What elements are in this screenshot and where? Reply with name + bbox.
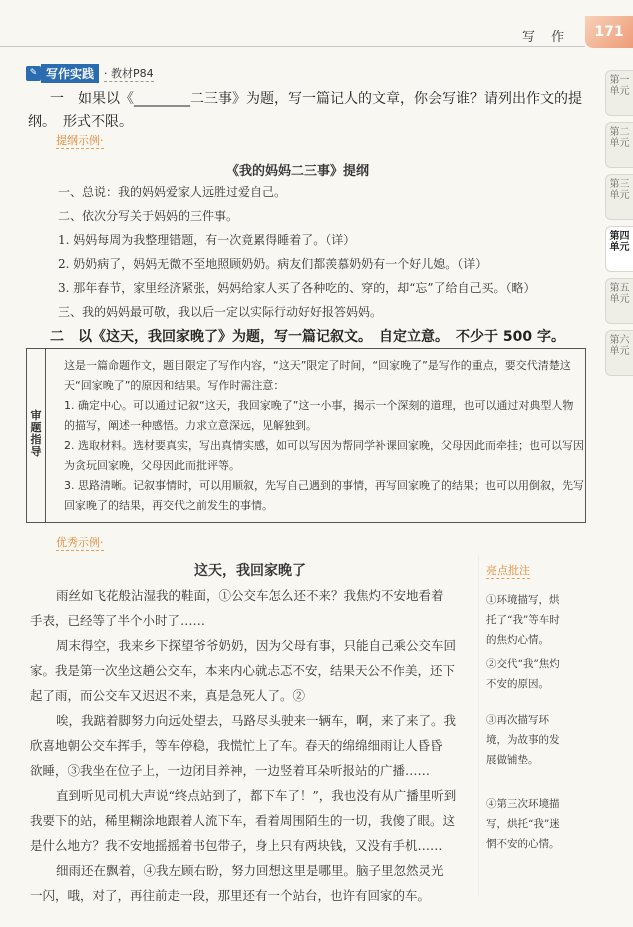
outline-line: 三、我的妈妈最可敬，我以后一定以实际行动好好报答妈妈。 [58, 305, 383, 319]
essay-line: 细雨还在飘着，④我左顾右盼，努力回想这里是哪里。脑子里忽然灵光 [56, 863, 444, 878]
essay-line: 直到听见司机大声说“终点站到了，都下车了！”，我也没有从广播里听到 [56, 788, 457, 803]
header-rule [0, 46, 585, 47]
essay-line: 我要下的站，稀里糊涂地跟着人流下车，看着周围陌生的一切，我傻了眼。这 [30, 813, 456, 828]
outline-example-label: 提纲示例· [56, 134, 104, 147]
guide-line: 的描写，阐述一种感悟。力求立意深远，见解独到。 [64, 419, 317, 432]
pencil-icon: ✎ [26, 66, 41, 81]
outline-line: 一、总说：我的妈妈爱家人远胜过爱自己。 [58, 185, 287, 199]
note-line: ①环境描写，烘 [486, 594, 560, 606]
section-heading [26, 64, 154, 82]
note-line: ③再次描写环 [486, 714, 549, 726]
essay-line: 欲睡，③我坐在位子上，一边闭目养神，一边竖着耳朵听报站的广播…… [30, 763, 431, 778]
outline-line: 二、依次分写关于妈妈的三件事。 [58, 209, 239, 223]
question-1-line-1: 一 如果以《________二三事》为题，写一篇记人的文章，你会写谁？请列出作文的提 [50, 91, 582, 107]
note-line: 不安的原因。 [486, 678, 549, 690]
essay-title: 这天，我回家晚了 [194, 563, 306, 579]
guide-line: 天“回家晚了”的原因和结果。写作时需注意： [64, 379, 285, 392]
essay-line: 一闪，哦，对了，再往前走一段，那里还有一个站台，也许有回家的车。 [30, 888, 431, 903]
tab-unit-3[interactable]: 第三单元 [605, 174, 633, 220]
essay-line: 唉，我踮着脚努力向远处望去，马路尽头驶来一辆车，啊，来了来了。我 [56, 713, 457, 728]
page-number: 171 [585, 16, 633, 48]
tab-unit-1[interactable]: 第一单元 [605, 70, 633, 116]
guide-line: 3. 思路清晰。记叙事情时，可以用顺叙，先写自己遇到的事情，再写回家晚了的结果；也可以用倒叙，先写 [64, 479, 584, 492]
outline-line: 3. 那年春节，家里经济紧张，妈妈给家人买了各种吃的、穿的，却“忘”了给自己买。（略） [58, 281, 536, 295]
essay-line: 欣喜地朝公交车挥手，等车停稳，我慌忙上了车。春天的绵绵细雨让人昏昏 [30, 738, 443, 753]
guide-line: 2. 选取材料。选材要真实，写出真情实感，如可以写因为帮同学补课回家晚，父母因此而牵挂；也可以写因 [64, 439, 584, 452]
note-line: 写，烘托“我”迷 [486, 818, 560, 830]
tab-unit-4[interactable]: 第四单元 [605, 226, 633, 272]
outline-title: 《我的妈妈二三事》提纲 [226, 164, 370, 179]
note-line: 的焦灼心情。 [486, 634, 549, 646]
question-1-line-2: 纲。 形式不限。 [28, 114, 133, 130]
section-source: · 教材P84 [104, 66, 154, 80]
note-line: 展做铺垫。 [486, 754, 539, 766]
note-line: 惘不安的心情。 [486, 838, 560, 850]
tab-unit-2[interactable]: 第二单元 [605, 122, 633, 168]
essay-line: 手表，已经等了半个小时了…… [30, 613, 206, 628]
section-title: 写作实践 [41, 64, 99, 83]
guide-label: 审题指导 [30, 409, 42, 458]
essay-line: 起了雨，而公交车又迟迟不来，真是急死人了。② [30, 688, 306, 703]
notes-label: 亮点批注 [486, 564, 530, 577]
essay-line: 家。我是第一次坐这趟公交车，本来内心就忐忑不安，结果天公不作美，还下 [30, 663, 456, 678]
guide-line: 为贪玩回家晚，父母因此而批评等。 [64, 459, 240, 472]
note-line: ②交代“我”焦灼 [486, 658, 560, 670]
outline-line: 2. 奶奶病了，妈妈无微不至地照顾奶奶。病友们都羡慕奶奶有一个好儿媳。（详） [58, 257, 488, 271]
note-line: 境，为故事的发 [486, 734, 560, 746]
tab-unit-6[interactable]: 第六单元 [605, 330, 633, 376]
sample-label: 优秀示例· [56, 536, 104, 549]
essay-line: 周末得空，我来乡下探望爷爷奶奶，因为父母有事，只能自己乘公交车回 [56, 638, 457, 653]
tab-unit-5[interactable]: 第五单元 [605, 278, 633, 324]
note-line: 托了“我”等车时 [486, 614, 560, 626]
guide-line: 这是一篇命题作文，题目限定了写作内容，“这天”限定了时间，“回家晚了”是写作的重点，要交代清楚这 [64, 359, 571, 372]
question-2: 二 以《这天，我回家晚了》为题，写一篇记叙文。 自定立意。 不少于 500 字。 [50, 329, 565, 345]
note-line: ④第三次环境描 [486, 798, 560, 810]
guide-line: 1. 确定中心。可以通过记叙“这天，我回家晚了”这一小事，揭示一个深刻的道理，也可以通过对典型人物 [64, 399, 574, 412]
running-header: 写 作 [522, 30, 571, 45]
outline-line: 1. 妈妈每周为我整理错题，有一次竟累得睡着了。（详） [58, 233, 356, 247]
essay-line: 雨丝如飞花般沾湿我的鞋面，①公交车怎么还不来？我焦灼不安地看着 [56, 588, 444, 603]
guide-line: 回家晚了的结果，再交代之前发生的事情。 [64, 499, 273, 512]
essay-line: 是什么地方？我不安地摇摇着书包带子，身上只有两块钱，又没有手机…… [30, 838, 443, 853]
